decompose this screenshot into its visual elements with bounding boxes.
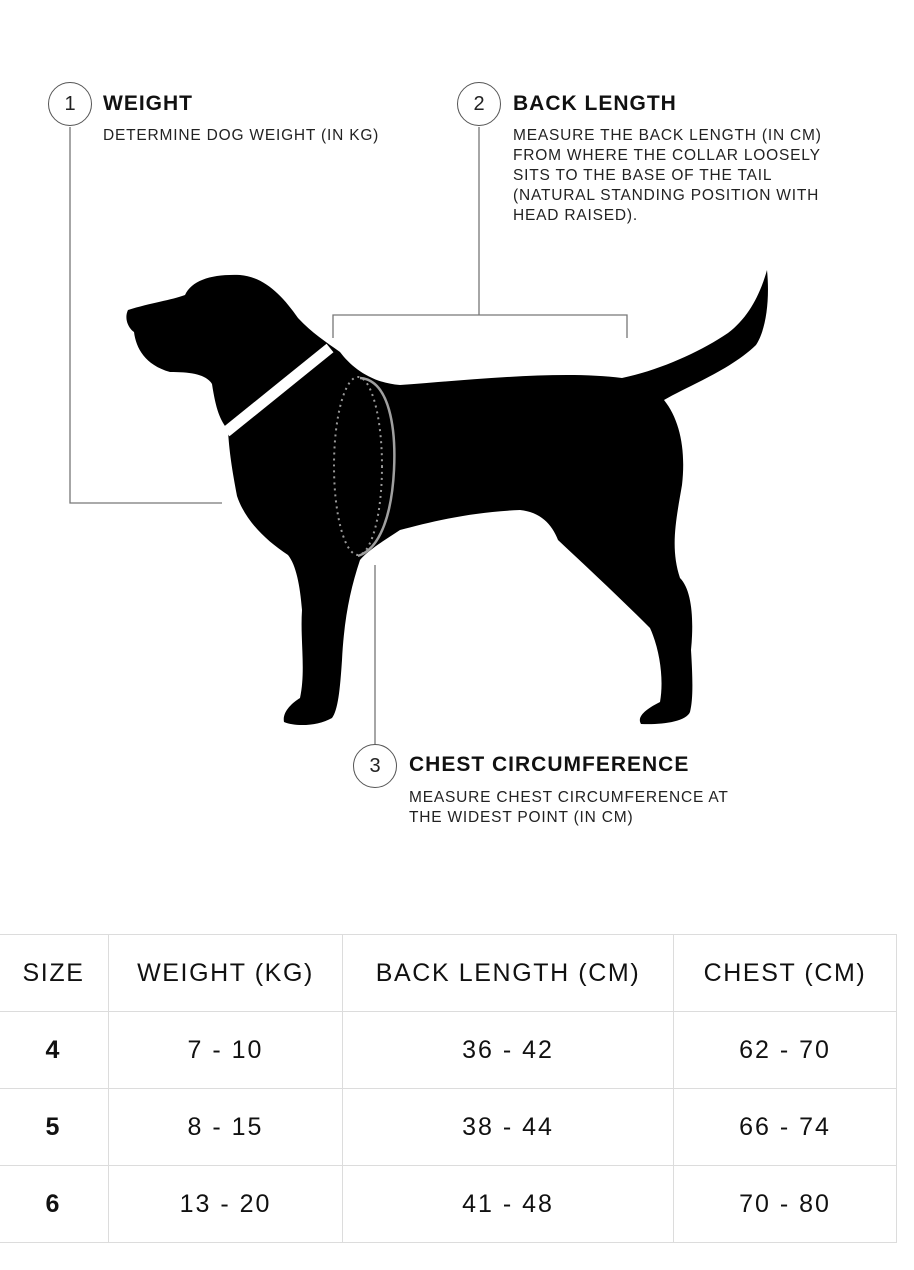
table-row	[0, 1012, 897, 1089]
chest-cell: 62 - 70	[674, 1012, 897, 1089]
header-size: SIZE	[0, 935, 109, 1012]
callout-2-number: 2	[457, 82, 501, 126]
size-cell: 4	[0, 1012, 109, 1089]
header-chest: CHEST (CM)	[674, 935, 897, 1012]
back-length-bracket	[333, 315, 627, 338]
callout-2-description: MEASURE THE BACK LENGTH (IN CM) FROM WHERE THE COLLAR LOOSELY SITS TO THE BASE OF THE TAIL (NATURAL STANDING POSITION WITH HEAD RAISED).	[513, 127, 822, 224]
size-cell: 6	[0, 1166, 109, 1243]
size-chart-table	[0, 934, 897, 1243]
callout-3-description: MEASURE CHEST CIRCUMFERENCE AT THE WIDEST POINT (IN CM)	[409, 789, 729, 826]
weight-cell: 7 - 10	[109, 1012, 343, 1089]
header-weight: WEIGHT (KG)	[109, 935, 343, 1012]
back-length-cell: 41 - 48	[343, 1166, 674, 1243]
back-length-cell: 38 - 44	[343, 1089, 674, 1166]
size-cell: 5	[0, 1089, 109, 1166]
callout-1-number: 1	[48, 82, 92, 126]
callout-1-description: DETERMINE DOG WEIGHT (IN KG)	[103, 127, 380, 144]
back-length-cell: 36 - 42	[343, 1012, 674, 1089]
header-back-length: BACK LENGTH (CM)	[343, 935, 674, 1012]
chest-cell: 66 - 74	[674, 1089, 897, 1166]
callout-3-title: CHEST CIRCUMFERENCE	[409, 753, 690, 776]
callout-2-title: BACK LENGTH	[513, 92, 677, 115]
table-row	[0, 1089, 897, 1166]
callout-3-number: 3	[353, 744, 397, 788]
weight-cell: 8 - 15	[109, 1089, 343, 1166]
weight-cell: 13 - 20	[109, 1166, 343, 1243]
table-header-row	[0, 935, 897, 1012]
chest-cell: 70 - 80	[674, 1166, 897, 1243]
table-row	[0, 1166, 897, 1243]
callout-1-title: WEIGHT	[103, 92, 193, 115]
